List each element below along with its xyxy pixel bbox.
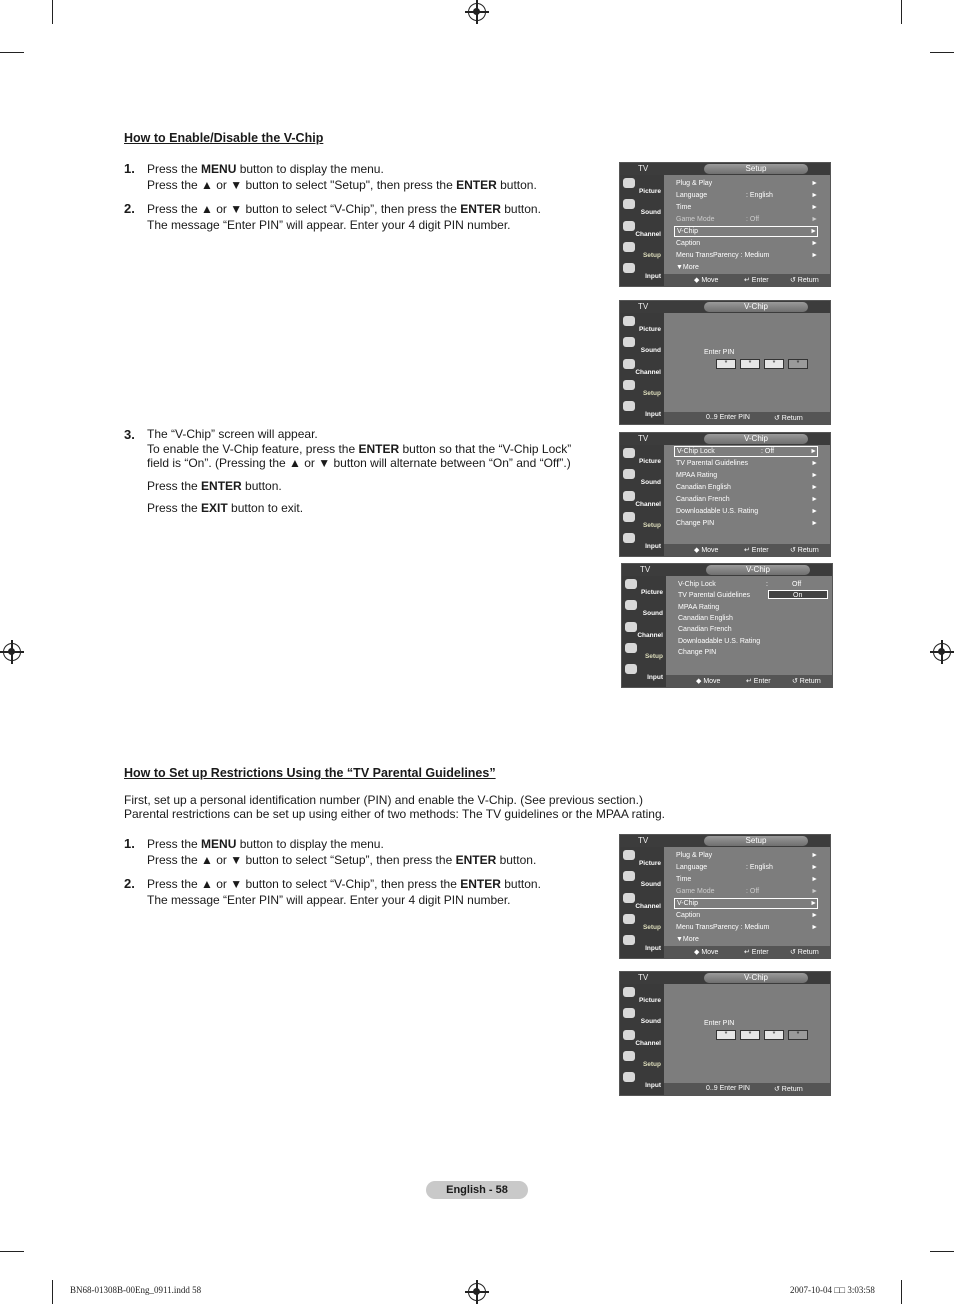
menu-item[interactable] (678, 613, 820, 624)
side-menu-item-picture[interactable] (620, 847, 664, 868)
menu-title: Setup (704, 164, 808, 174)
arrow-right-icon: ► (810, 228, 817, 235)
menu-item-label: ▼More (676, 936, 699, 943)
side-menu-item-setup[interactable] (620, 239, 664, 260)
setup-icon (623, 380, 635, 390)
menu-item[interactable] (676, 190, 818, 201)
footer-enter: ↵ Enter (744, 949, 769, 956)
menu-title: V-Chip (704, 434, 808, 444)
menu-item-label: TV Parental Guidelines (678, 592, 750, 600)
tv-screen (619, 300, 831, 425)
menu-item-value: : Off (746, 888, 760, 895)
side-menu-label: Channel (635, 368, 661, 376)
tv-header (620, 163, 830, 175)
side-menu-item-input[interactable] (622, 661, 666, 682)
side-menu-label: Picture (638, 188, 661, 195)
crop-mark (52, 0, 53, 24)
menu-body (664, 445, 830, 544)
arrow-right-icon: ► (811, 852, 818, 859)
side-menu-item-input[interactable] (620, 530, 664, 551)
menu-item-label: TV Parental Guidelines (676, 460, 748, 467)
menu-item-label: Change PIN (676, 520, 715, 527)
menu-item-label: ▼More (676, 264, 699, 271)
tv-header (620, 301, 830, 313)
menu-item[interactable] (676, 202, 818, 213)
menu-item-label: Time (676, 876, 692, 883)
side-menu-label: Input (645, 1082, 661, 1090)
menu-item[interactable] (676, 850, 818, 861)
menu-body (664, 984, 830, 1083)
side-menu-item-input[interactable] (620, 932, 664, 953)
side-menu-label: Sound (640, 347, 661, 355)
tv-label: TV (638, 434, 649, 443)
menu-item[interactable] (676, 238, 818, 249)
picture-icon (623, 987, 635, 997)
menu-item-label: Caption (676, 240, 701, 247)
side-menu-label: Channel (635, 902, 661, 910)
side-menu-label: Setup (642, 923, 661, 931)
colon: : (766, 581, 768, 588)
side-menu-label: Sound (640, 881, 661, 889)
side-menu-item-setup[interactable] (622, 640, 666, 661)
channel-icon (623, 893, 635, 903)
tv-label: TV (640, 565, 651, 574)
menu-item[interactable] (676, 214, 818, 225)
side-menu-label: Input (645, 945, 661, 953)
side-menu-item-setup[interactable] (620, 1048, 664, 1069)
menu-item[interactable] (676, 458, 818, 469)
footer-return: ↺ Return (774, 415, 803, 422)
side-menu-item-picture[interactable] (622, 576, 666, 597)
picture-icon (623, 178, 635, 188)
side-menu-label: Setup (642, 251, 661, 259)
menu-item-label: Language (676, 864, 708, 871)
menu-item-label: V-Chip Lock (677, 448, 715, 455)
option-on[interactable]: On (768, 590, 828, 599)
menu-item[interactable] (676, 874, 818, 885)
menu-item[interactable] (678, 624, 820, 635)
side-menu-item-sound[interactable] (620, 196, 664, 217)
menu-item[interactable] (676, 886, 818, 897)
setup-icon (623, 512, 635, 522)
footer-move: ◆ Move (696, 678, 721, 685)
crop-mark (901, 1280, 902, 1304)
tv-screen (619, 432, 831, 557)
side-menu-item-picture[interactable] (620, 984, 664, 1005)
side-menu-label: Picture (638, 326, 661, 333)
crop-mark (52, 1280, 53, 1304)
intro-text: First, set up a personal identification number (PIN) and enable the V-Chip. (See previous section.) Parental restrictions can be set up using either of two methods: The TV guidelines or the MPAA rating. (124, 793, 665, 821)
pin-digit-field[interactable]: * (764, 359, 784, 369)
side-menu-label: Input (645, 543, 661, 551)
menu-item[interactable] (674, 226, 818, 237)
sound-icon (623, 337, 635, 347)
arrow-right-icon: ► (811, 240, 818, 247)
menu-item-label: Canadian French (678, 626, 732, 634)
arrow-right-icon: ► (811, 912, 818, 919)
arrow-right-icon: ► (811, 508, 818, 515)
arrow-right-icon: ► (811, 520, 818, 527)
setup-icon (623, 914, 635, 924)
tv-header (620, 835, 830, 847)
footer-return: ↺ Return (790, 547, 819, 554)
channel-icon (623, 359, 635, 369)
footer-return: ↺ Return (774, 1086, 803, 1093)
tv-footer (664, 544, 830, 556)
menu-item-label: MPAA Rating (678, 603, 720, 611)
menu-item-label: Language (676, 192, 708, 199)
side-menu-item-channel[interactable] (622, 619, 666, 640)
side-menu-item-sound[interactable] (620, 466, 664, 487)
tv-header (620, 972, 830, 984)
setup-icon (623, 1051, 635, 1061)
arrow-right-icon: ► (811, 180, 818, 187)
menu-item-label: Canadian French (676, 496, 730, 503)
menu-body (664, 313, 830, 412)
footer-enter-pin: 0..9 Enter PIN (706, 414, 750, 421)
side-menu-item-sound[interactable] (620, 868, 664, 889)
side-menu-label: Setup (642, 521, 661, 529)
menu-item-label: Canadian English (678, 614, 733, 622)
arrow-right-icon: ► (811, 864, 818, 871)
setup-icon (625, 643, 637, 653)
page-number-badge: English - 58 (426, 1181, 528, 1199)
side-menu-item-setup[interactable] (620, 377, 664, 398)
footer-enter: ↵ Enter (746, 678, 771, 685)
tv-label: TV (638, 973, 649, 982)
tv-label: TV (638, 164, 649, 173)
side-menu (620, 175, 664, 286)
side-menu-label: Channel (635, 230, 661, 238)
side-menu-label: Picture (640, 589, 663, 596)
footer-return: ↺ Return (790, 277, 819, 284)
sound-icon (623, 1008, 635, 1018)
side-menu-item-picture[interactable] (620, 175, 664, 196)
menu-item-label: Menu TransParency : Medium (676, 252, 770, 259)
menu-item-value: : Off (761, 448, 775, 455)
menu-title: V-Chip (704, 973, 808, 983)
side-menu-label: Sound (640, 479, 661, 487)
menu-item-label: Plug & Play (676, 852, 713, 859)
arrow-right-icon: ► (811, 472, 818, 479)
footer-return: ↺ Return (792, 678, 821, 685)
footer-enter: ↵ Enter (744, 277, 769, 284)
registration-mark-icon (933, 643, 951, 661)
pin-digit-field[interactable]: * (740, 1030, 760, 1040)
input-icon (623, 533, 635, 543)
menu-item[interactable] (674, 898, 818, 909)
registration-mark-icon (468, 1283, 486, 1301)
arrow-right-icon: ► (811, 204, 818, 211)
channel-icon (623, 221, 635, 231)
side-menu-item-channel[interactable] (620, 488, 664, 509)
footer-move: ◆ Move (694, 949, 719, 956)
menu-item-label: V-Chip (677, 900, 699, 907)
menu-item[interactable] (676, 518, 818, 529)
input-icon (623, 1072, 635, 1082)
side-menu-item-setup[interactable] (620, 509, 664, 530)
side-menu-label: Picture (638, 458, 661, 465)
tv-header (620, 433, 830, 445)
side-menu-item-sound[interactable] (620, 1005, 664, 1026)
side-menu-item-sound[interactable] (620, 334, 664, 355)
tv-header (622, 564, 832, 576)
tv-footer (664, 946, 830, 958)
sound-icon (623, 199, 635, 209)
crop-mark (0, 1251, 24, 1252)
registration-mark-icon (468, 3, 486, 21)
tv-footer (666, 675, 832, 687)
menu-item-label: Downloadable U.S. Rating (676, 508, 759, 515)
channel-icon (623, 491, 635, 501)
tv-screen (619, 162, 831, 287)
option-off[interactable]: Off (792, 581, 802, 588)
section-title: How to Enable/Disable the V-Chip (124, 131, 324, 145)
side-menu-label: Input (645, 273, 661, 281)
menu-item-label: MPAA Rating (676, 472, 718, 479)
menu-item[interactable] (678, 602, 820, 613)
menu-item[interactable] (676, 862, 818, 873)
pin-digit-field[interactable]: * (716, 1030, 736, 1040)
menu-title: V-Chip (706, 565, 810, 575)
crop-mark (901, 0, 902, 24)
arrow-right-icon: ► (811, 484, 818, 491)
side-menu-label: Setup (642, 1060, 661, 1068)
side-menu-item-channel[interactable] (620, 890, 664, 911)
sound-icon (623, 871, 635, 881)
menu-item-label: Time (676, 204, 692, 211)
menu-item[interactable] (676, 262, 818, 273)
menu-item[interactable] (676, 482, 818, 493)
menu-item-label: Downloadable U.S. Rating (678, 637, 761, 645)
footer-enter: ↵ Enter (744, 547, 769, 554)
tv-footer (664, 1083, 830, 1095)
menu-body (666, 576, 832, 675)
menu-item-label: V-Chip (677, 228, 699, 235)
arrow-right-icon: ► (811, 192, 818, 199)
tv-screen (619, 971, 831, 1096)
sound-icon (623, 469, 635, 479)
menu-item-label: Game Mode (676, 216, 715, 223)
pin-digit-field[interactable]: * (764, 1030, 784, 1040)
side-menu-item-channel[interactable] (620, 356, 664, 377)
side-menu (620, 984, 664, 1095)
arrow-right-icon: ► (810, 448, 817, 455)
side-menu (620, 445, 664, 556)
menu-item-value: : English (746, 192, 773, 199)
arrow-right-icon: ► (810, 900, 817, 907)
menu-body (664, 847, 830, 946)
arrow-right-icon: ► (811, 888, 818, 895)
menu-item[interactable] (676, 250, 818, 261)
side-menu-item-picture[interactable] (620, 445, 664, 466)
menu-item[interactable] (676, 910, 818, 921)
menu-item-label: V-Chip Lock (678, 581, 716, 588)
tv-label: TV (638, 836, 649, 845)
menu-item-label: Menu TransParency : Medium (676, 924, 770, 931)
menu-item[interactable] (678, 636, 820, 647)
menu-item-value: : English (746, 864, 773, 871)
side-menu (622, 576, 666, 687)
pin-digit-field[interactable]: * (716, 359, 736, 369)
menu-item[interactable] (678, 647, 820, 658)
footer-move: ◆ Move (694, 547, 719, 554)
input-icon (623, 263, 635, 273)
footer-file: BN68-01308B-00Eng_0911.indd 58 (70, 1285, 202, 1295)
side-menu-label: Setup (644, 652, 663, 660)
side-menu-label: Input (645, 411, 661, 419)
picture-icon (623, 850, 635, 860)
menu-item-value: : Off (746, 216, 760, 223)
side-menu-label: Sound (640, 209, 661, 217)
footer-return: ↺ Return (790, 949, 819, 956)
menu-item[interactable] (676, 506, 818, 517)
side-menu-label: Picture (638, 997, 661, 1004)
input-icon (623, 935, 635, 945)
side-menu-item-channel[interactable] (620, 1027, 664, 1048)
input-icon (623, 401, 635, 411)
menu-item-label: Change PIN (678, 648, 717, 656)
tv-footer (664, 412, 830, 424)
menu-item[interactable] (676, 934, 818, 945)
menu-item-label: Game Mode (676, 888, 715, 895)
side-menu-label: Input (647, 674, 663, 682)
menu-title: Setup (704, 836, 808, 846)
tv-screen (621, 563, 833, 688)
arrow-right-icon: ► (811, 216, 818, 223)
side-menu (620, 313, 664, 424)
pin-digit-field[interactable]: * (740, 359, 760, 369)
menu-body (664, 175, 830, 274)
picture-icon (623, 316, 635, 326)
picture-icon (623, 448, 635, 458)
footer-enter-pin: 0..9 Enter PIN (706, 1085, 750, 1092)
menu-item[interactable] (676, 470, 818, 481)
arrow-right-icon: ► (811, 252, 818, 259)
menu-item[interactable] (676, 178, 818, 189)
pin-digit-field[interactable]: * (788, 1030, 808, 1040)
tv-label: TV (638, 302, 649, 311)
menu-item[interactable] (676, 494, 818, 505)
pin-digit-field[interactable]: * (788, 359, 808, 369)
tv-footer (664, 274, 830, 286)
side-menu-label: Sound (642, 610, 663, 618)
side-menu-label: Channel (635, 1039, 661, 1047)
menu-item-label: Canadian English (676, 484, 731, 491)
arrow-right-icon: ► (811, 876, 818, 883)
menu-item[interactable] (676, 922, 818, 933)
enter-pin-label: Enter PIN (704, 349, 735, 356)
side-menu-item-channel[interactable] (620, 218, 664, 239)
side-menu-label: Picture (638, 860, 661, 867)
side-menu-label: Channel (635, 500, 661, 508)
footer-date: 2007-10-04 □□ 3:03:58 (790, 1285, 875, 1295)
menu-item-label: Plug & Play (676, 180, 713, 187)
enter-pin-label: Enter PIN (704, 1020, 735, 1027)
channel-icon (623, 1030, 635, 1040)
footer-move: ◆ Move (694, 277, 719, 284)
side-menu-item-input[interactable] (620, 398, 664, 419)
registration-mark-icon (3, 643, 21, 661)
crop-mark (930, 1251, 954, 1252)
input-icon (625, 664, 637, 674)
sound-icon (625, 600, 637, 610)
arrow-right-icon: ► (811, 496, 818, 503)
section-title: How to Set up Restrictions Using the “TV Parental Guidelines” (124, 766, 496, 780)
side-menu-item-input[interactable] (620, 1069, 664, 1090)
side-menu-item-setup[interactable] (620, 911, 664, 932)
menu-title: V-Chip (704, 302, 808, 312)
menu-item-label: Caption (676, 912, 701, 919)
crop-mark (0, 52, 24, 53)
setup-icon (623, 242, 635, 252)
side-menu-label: Channel (637, 631, 663, 639)
side-menu-label: Setup (642, 389, 661, 397)
arrow-right-icon: ► (811, 924, 818, 931)
menu-item[interactable] (674, 446, 818, 457)
side-menu-item-sound[interactable] (622, 597, 666, 618)
channel-icon (625, 622, 637, 632)
tv-screen (619, 834, 831, 959)
picture-icon (625, 579, 637, 589)
arrow-right-icon: ► (811, 460, 818, 467)
side-menu-item-picture[interactable] (620, 313, 664, 334)
side-menu-item-input[interactable] (620, 260, 664, 281)
side-menu-label: Sound (640, 1018, 661, 1026)
side-menu (620, 847, 664, 958)
crop-mark (930, 52, 954, 53)
